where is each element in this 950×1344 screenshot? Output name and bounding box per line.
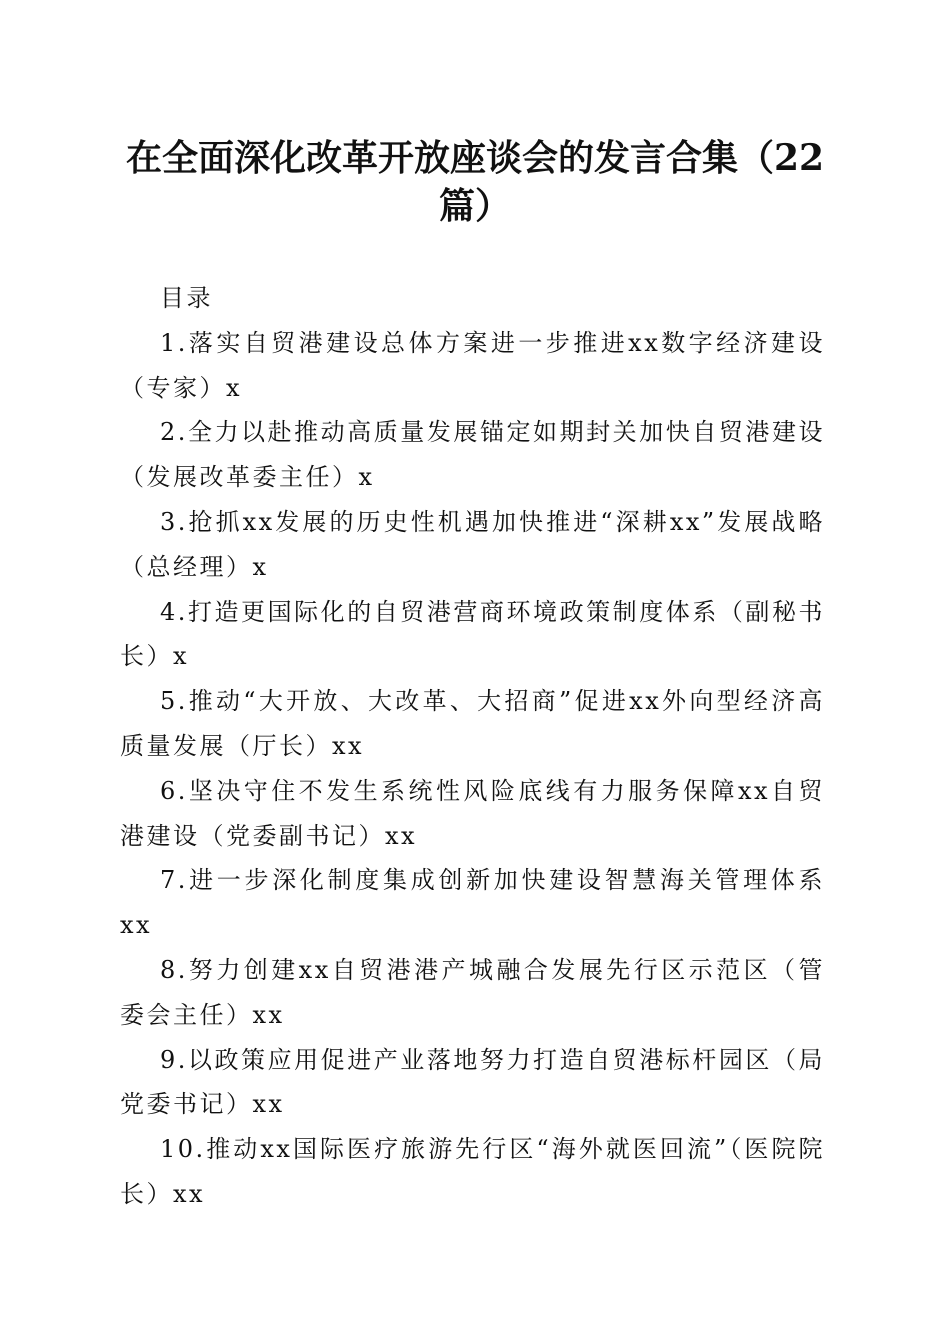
toc-item: 2.全力以赴推动高质量发展锚定如期封关加快自贸港建设（发展改革委主任）x xyxy=(120,418,825,492)
toc-item: 9.以政策应用促进产业落地努力打造自贸港标杆园区（局党委书记）xx xyxy=(120,1045,825,1119)
toc-item: 4.打造更国际化的自贸港营商环境政策制度体系（副秘书长）x xyxy=(120,597,825,671)
toc-heading: 目录 xyxy=(160,284,213,312)
toc-item: 10.推动xx国际医疗旅游先行区“海外就医回流”（医院院长）xx xyxy=(120,1135,825,1208)
toc-item: 8.努力创建xx自贸港港产城融合发展先行区示范区（管委会主任）xx xyxy=(120,955,825,1029)
document-title: 在全面深化改革开放座谈会的发言合集（22篇） xyxy=(125,137,825,227)
toc-list xyxy=(120,321,825,1217)
table-of-contents xyxy=(120,276,825,1217)
toc-item: 5.推动“大开放、大改革、大招商”促进xx外向型经济高质量发展（厅长）xx xyxy=(120,687,825,760)
toc-item: 3.抢抓xx发展的历史性机遇加快推进“深耕xx”发展战略（总经理）x xyxy=(120,507,825,581)
toc-item: 1.落实自贸港建设总体方案进一步推进xx数字经济建设（专家）x xyxy=(120,328,825,402)
toc-item: 6.坚决守住不发生系统性风险底线有力服务保障xx自贸港建设（党委副书记）xx xyxy=(120,776,825,850)
toc-item: 7.进一步深化制度集成创新加快建设智慧海关管理体系xx xyxy=(120,866,825,940)
